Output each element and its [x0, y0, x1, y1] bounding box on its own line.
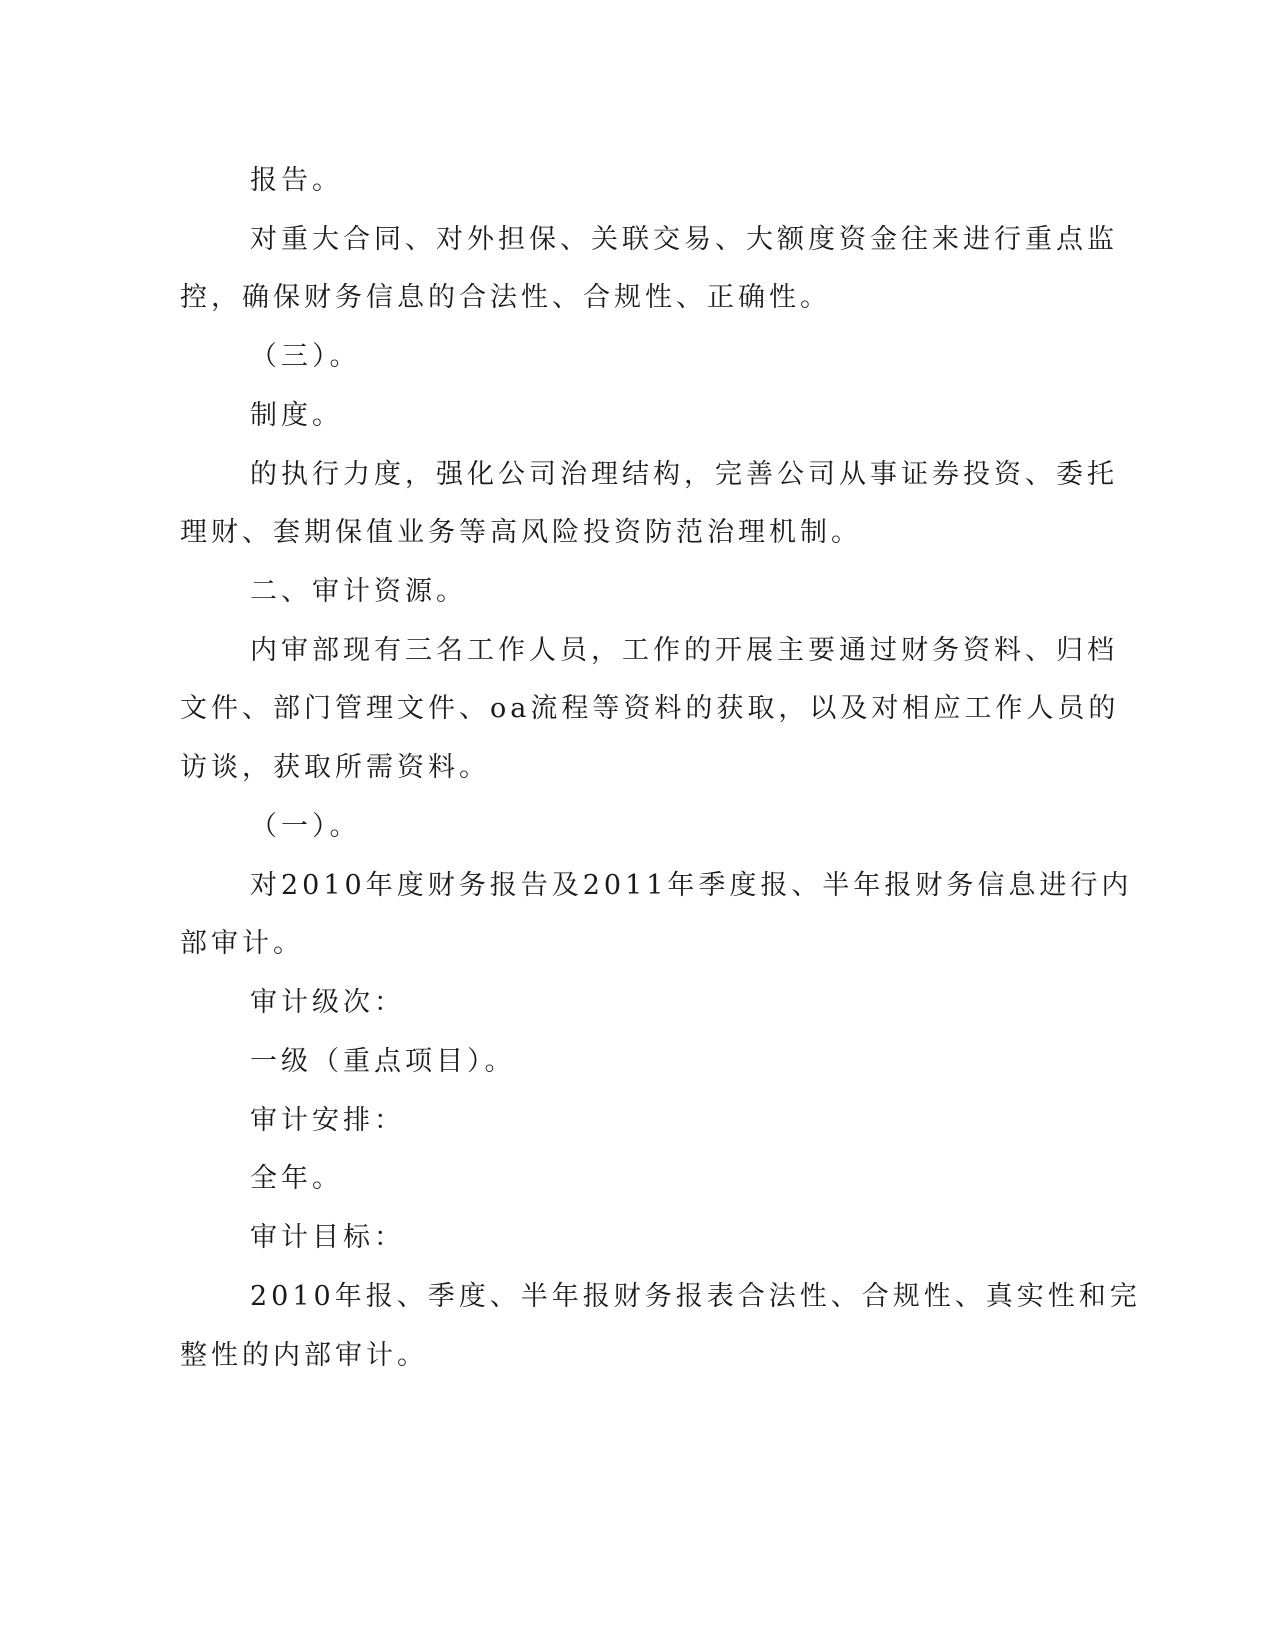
field-value: 2010年报、季度、半年报财务报表合法性、合规性、真实性和完: [250, 1281, 1141, 1312]
text-line: 对重大合同、对外担保、关联交易、大额度资金往来进行重点监: [250, 224, 1118, 255]
text-line: 内审部现有三名工作人员，工作的开展主要通过财务资料、归档: [250, 635, 1118, 666]
text-line: 控，确保财务信息的合法性、合规性、正确性。: [180, 282, 831, 313]
text-line: 访谈，获取所需资料。: [180, 752, 490, 783]
field-value: 一级（重点项目）。: [250, 1046, 516, 1077]
field-value: 整性的内部审计。: [180, 1340, 428, 1371]
section-heading: （三）。: [250, 341, 361, 372]
text-line: 部审计。: [180, 928, 304, 959]
text-line: 报告。: [250, 165, 343, 196]
text-line: 的执行力度，强化公司治理结构，完善公司从事证券投资、委托: [250, 459, 1118, 490]
field-label: 审计目标：: [250, 1222, 405, 1253]
field-value: 全年。: [250, 1163, 343, 1194]
section-heading: （一）。: [250, 811, 361, 842]
text-line: 文件、部门管理文件、oa流程等资料的获取，以及对相应工作人员的: [180, 693, 1120, 724]
text-line: 理财、套期保值业务等高风险投资防范治理机制。: [180, 517, 862, 548]
text-line: 制度。: [250, 400, 343, 431]
text-line: 对2010年度财务报告及2011年季度报、半年报财务信息进行内: [250, 870, 1133, 901]
section-heading: 二、审计资源。: [250, 576, 467, 607]
field-label: 审计级次：: [250, 987, 405, 1018]
field-label: 审计安排：: [250, 1105, 405, 1136]
